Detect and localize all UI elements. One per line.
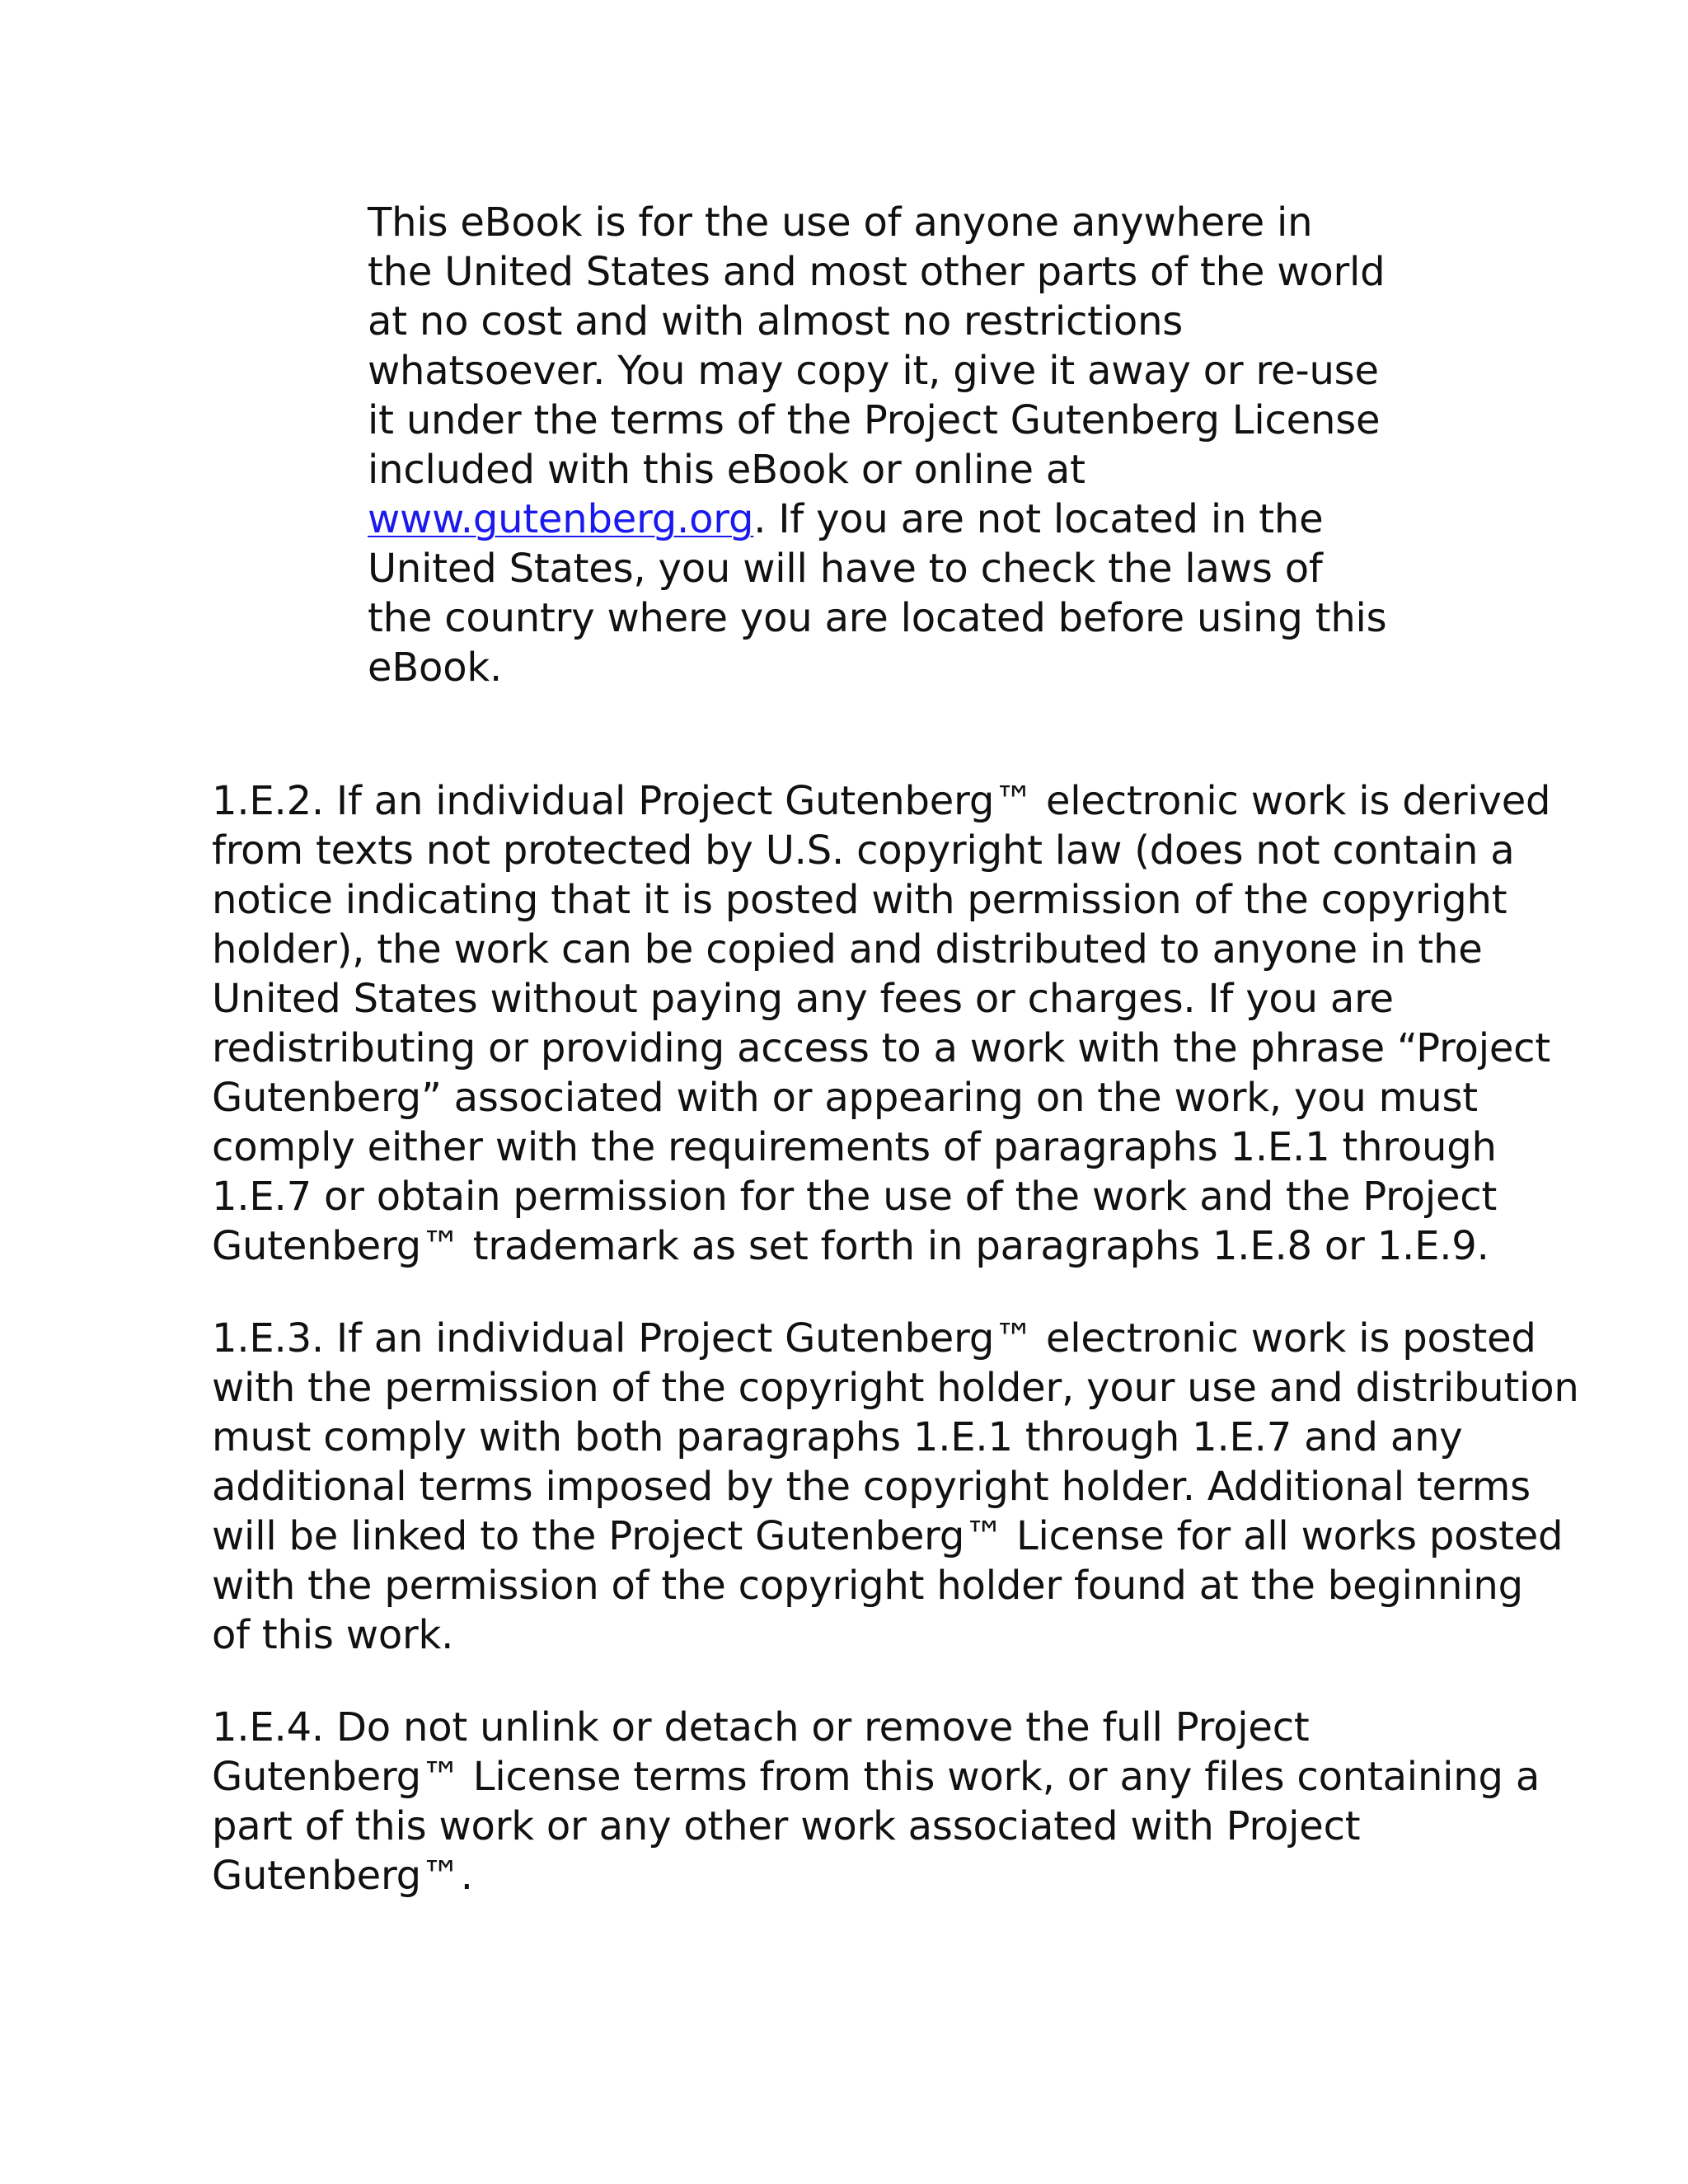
paragraph-line: of this work.: [212, 1612, 454, 1658]
paragraph-line: Gutenberg” associated with or appearing on the work, you must: [212, 1075, 1478, 1121]
paragraph-line: 1.E.3. If an individual Project Gutenberg™ electronic work is posted: [212, 1315, 1536, 1361]
intro-paragraph: [368, 198, 1387, 692]
paragraph-line: Gutenberg™ License terms from this work, or any files containing a: [212, 1754, 1540, 1800]
intro-line: the country where you are located before using this: [368, 595, 1387, 641]
intro-line: it under the terms of the Project Gutenberg License: [368, 397, 1381, 443]
intro-line: at no cost and with almost no restrictions: [368, 298, 1184, 344]
intro-line: the United States and most other parts of the world: [368, 249, 1386, 295]
paragraph-line: holder), the work can be copied and distributed to anyone in the: [212, 926, 1483, 972]
section-1e4-paragraph: [212, 1703, 1540, 1900]
section-1e2-paragraph: [212, 776, 1550, 1271]
paragraph-line: Gutenberg™.: [212, 1853, 473, 1899]
paragraph-line: United States without paying any fees or charges. If you are: [212, 976, 1394, 1022]
paragraph-line: with the permission of the copyright holder, your use and distribution: [212, 1365, 1579, 1411]
intro-line-rest: . If you are not located in the: [753, 496, 1324, 542]
paragraph-line: 1.E.7 or obtain permission for the use of the work and the Project: [212, 1174, 1498, 1220]
paragraph-line: from texts not protected by U.S. copyright law (does not contain a: [212, 827, 1515, 874]
paragraph-line: 1.E.2. If an individual Project Gutenberg™ electronic work is derived: [212, 778, 1551, 824]
paragraph-line: 1.E.4. Do not unlink or detach or remove the full Project: [212, 1704, 1310, 1750]
paragraph-line: Gutenberg™ trademark as set forth in paragraphs 1.E.8 or 1.E.9.: [212, 1223, 1489, 1269]
paragraph-line: must comply with both paragraphs 1.E.1 through 1.E.7 and any: [212, 1414, 1463, 1460]
paragraph-line: additional terms imposed by the copyright holder. Additional terms: [212, 1464, 1531, 1510]
section-1e3-paragraph: [212, 1314, 1579, 1660]
paragraph-line: notice indicating that it is posted with permission of the copyright: [212, 877, 1507, 923]
paragraph-line: comply either with the requirements of paragraphs 1.E.1 through: [212, 1124, 1497, 1170]
paragraph-line: redistributing or providing access to a work with the phrase “Project: [212, 1025, 1550, 1071]
intro-line: whatsoever. You may copy it, give it away or re-use: [368, 348, 1379, 394]
gutenberg-link[interactable]: www.gutenberg.org: [368, 496, 754, 542]
intro-line: This eBook is for the use of anyone anywhere in: [368, 199, 1313, 246]
intro-line: United States, you will have to check the laws of: [368, 546, 1323, 592]
intro-line: eBook.: [368, 644, 503, 691]
intro-line: included with this eBook or online at: [368, 447, 1085, 493]
intro-line-with-link: [368, 494, 1387, 544]
paragraph-line: will be linked to the Project Gutenberg™ License for all works posted: [212, 1513, 1564, 1559]
paragraph-line: part of this work or any other work associated with Project: [212, 1803, 1361, 1849]
paragraph-line: with the permission of the copyright holder found at the beginning: [212, 1563, 1523, 1609]
